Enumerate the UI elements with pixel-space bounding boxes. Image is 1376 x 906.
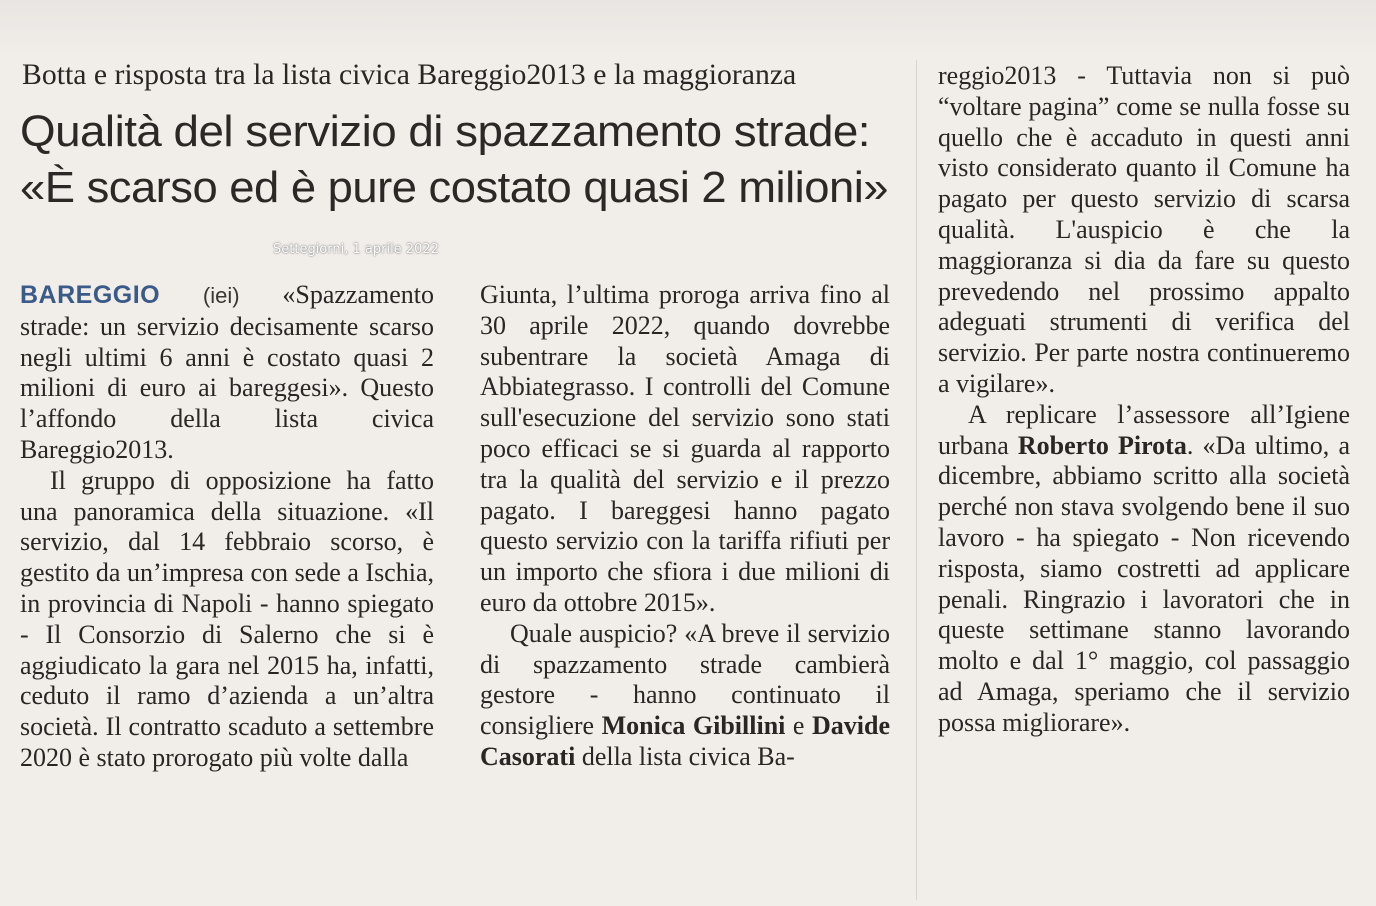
paragraph-text: «Spazzamento strade: un servizio decisamente scarso negli ultimi 6 anni è costato quasi 2 milioni di euro ai bareggesi». Questo l’affondo della lista civica Bareggio2013. <box>20 280 434 464</box>
article-column-2 <box>480 280 890 773</box>
source-caption: Settegiorni, 1 aprile 2022 <box>273 242 439 257</box>
person-name: Roberto Pirota <box>1017 430 1187 460</box>
overline: Botta e risposta tra la lista civica Bareggio2013 e la maggioranza <box>22 58 797 91</box>
article-paragraph: Giunta, l’ultima proroga arriva fino al 30 aprile 2022, quando dovrebbe subentrare la società Amaga di Abbiategrasso. I controlli del Comune sull'esecuzione del servizio sono stati poco efficaci se si guarda al rapporto tra la qualità del servizio e il prezzo pagato. I bareggesi hanno pagato questo servizio con la tariffa rifiuti per un importo che sfiora i due milioni di euro da ottobre 2015». <box>480 280 890 617</box>
author-initials: (iei) <box>202 283 240 308</box>
article-column-1 <box>20 280 434 774</box>
headline-line-2: «È scarso ed è pure costato quasi 2 milioni» <box>20 163 888 212</box>
dateline: BAREGGIO <box>20 281 161 309</box>
bleed-through-area <box>0 0 1376 58</box>
paragraph-text: A replicare l’assessore all’Igiene urbana <box>938 399 1350 460</box>
article-paragraph <box>938 400 1350 739</box>
column-divider <box>916 60 917 900</box>
paragraph-text: . «Da ultimo, a dicembre, abbiamo scritto alla società perché non stava svolgendo bene il suo lavoro - ha spiegato - Non ricevendo risposta, siamo costretti ad applicare penali. Ringrazio i lavoratori che in queste settimane stanno lavorando molto e dal 1° maggio, col passaggio ad Amaga, speriamo che il servizio possa migliorare». <box>938 430 1350 737</box>
paragraph-text: Quale auspicio? «A breve il servizio di spazzamento strade cambierà gestore - hanno continuato il consigliere <box>480 618 890 741</box>
person-name: Davide Casorati <box>480 711 890 771</box>
headline-line-1: Qualità del servizio di spazzamento strade: <box>20 107 871 156</box>
person-name: Monica Gibillini <box>601 711 786 741</box>
article-column-3 <box>938 61 1350 739</box>
paragraph-text: della lista civica Ba- <box>575 741 795 771</box>
article-paragraph <box>480 619 890 773</box>
article-paragraph: Il gruppo di opposizione ha fatto una panoramica della situazione. «Il servizio, dal 14 febbraio scorso, è gestito da un’impresa con sede a Ischia, in provincia di Napoli - hanno spiegato - Il Consorzio di Salerno che si è aggiudicato la gara nel 2015 ha, infatti, ceduto il ramo d’azienda a un’altra società. Il contratto scaduto a settembre 2020 è stato prorogato più volte dalla <box>20 465 434 772</box>
article-paragraph: reggio2013 - Tuttavia non si può “voltare pagina” come se nulla fosse su quello che è accaduto in questi anni visto considerato quanto il Comune ha pagato per questo servizio di scarsa qualità. L'auspicio è che la maggioranza si dia da fare su questo prevedendo nel prossimo appalto adeguati strumenti di verifica del servizio. Per parte nostra continueremo a vigilare». <box>938 61 1350 398</box>
paragraph-text: e <box>785 711 812 741</box>
article-paragraph <box>20 280 434 466</box>
headline <box>20 104 888 216</box>
